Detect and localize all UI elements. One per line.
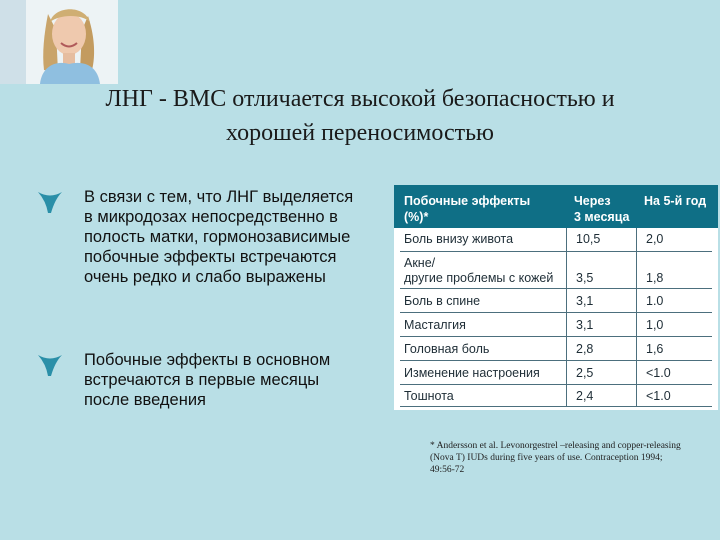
header-year-five: На 5-й год xyxy=(644,194,707,208)
table-row xyxy=(400,337,712,361)
reference-footnote xyxy=(430,440,710,476)
cell-effect: Масталгия xyxy=(404,318,466,332)
cell-three-months: 2,8 xyxy=(576,342,594,356)
cell-effect-line-2: другие проблемы с кожей xyxy=(404,271,554,285)
cell-effect: Боль внизу живота xyxy=(404,232,514,246)
bullet-2-line-3: после введения xyxy=(84,391,206,409)
cell-effect-line-1: Акне/ xyxy=(404,256,436,270)
bullet-2-line-2: встречаются в первые месяцы xyxy=(84,371,320,389)
title-line-1: ЛНГ - ВМС отличается высокой безопасностью и xyxy=(105,86,615,112)
bullet-1-line-4: побочные эффекты встречаются xyxy=(84,248,337,266)
slide-title xyxy=(40,82,680,150)
table-row xyxy=(400,228,712,252)
y-shaped-bullet-icon xyxy=(36,352,64,378)
table-row xyxy=(400,313,712,337)
table-row xyxy=(400,289,712,313)
cell-effect: Головная боль xyxy=(404,342,490,356)
footnote-line-3: 49:56-72 xyxy=(430,465,465,475)
header-three-months xyxy=(574,193,630,225)
bullet-1-line-3: полость матки, гормонозависимые xyxy=(84,228,351,246)
cell-year-five: 1,0 xyxy=(646,318,664,332)
bullet-text-1 xyxy=(84,187,353,287)
footnote-line-1: * Andersson et al. Levonorgestrel –releasing and copper-releasing xyxy=(430,441,681,451)
bullet-2-line-1: Побочные эффекты в основном xyxy=(84,351,331,369)
header-effect xyxy=(404,193,530,225)
cell-year-five: 1,8 xyxy=(646,271,664,285)
smiling-woman-photo-icon xyxy=(0,0,118,84)
cell-three-months: 3,1 xyxy=(576,318,594,332)
cell-effect: Тошнота xyxy=(404,389,454,403)
cell-three-months: 2,5 xyxy=(576,366,594,380)
bullet-1-line-2: в микродозах непосредственно в xyxy=(84,208,338,226)
cell-three-months: 3,1 xyxy=(576,294,594,308)
woman-photo xyxy=(0,0,118,84)
table-row xyxy=(400,252,712,289)
cell-three-months: 10,5 xyxy=(576,232,601,246)
bullet-text-2 xyxy=(84,350,330,410)
side-effects-table xyxy=(394,185,718,410)
header-effect-line-2: (%)* xyxy=(404,210,429,224)
cell-effect: Боль в спине xyxy=(404,294,481,308)
cell-year-five: <1.0 xyxy=(646,389,671,403)
cell-three-months: 2,4 xyxy=(576,389,594,403)
cell-three-months: 3,5 xyxy=(576,271,594,285)
cell-year-five: <1.0 xyxy=(646,366,671,380)
bullet-1-line-5: очень редко и слабо выражены xyxy=(84,268,326,286)
table-row xyxy=(400,361,712,385)
header-effect-line-1: Побочные эффекты xyxy=(404,194,531,208)
cell-year-five: 1,6 xyxy=(646,342,664,356)
title-line-2: хорошей переносимостью xyxy=(226,120,494,146)
cell-year-five: 2,0 xyxy=(646,232,664,246)
cell-year-five: 1.0 xyxy=(646,294,664,308)
header-three-months-line-2: 3 месяца xyxy=(574,210,630,224)
cell-effect xyxy=(404,256,553,286)
footnote-line-2: (Nova T) IUDs during five years of use. Contraception 1994; xyxy=(430,453,663,463)
bullet-1-line-1: В связи с тем, что ЛНГ выделяется xyxy=(84,188,354,206)
table-header xyxy=(394,185,718,228)
cell-effect: Изменение настроения xyxy=(404,366,540,380)
header-three-months-line-1: Через xyxy=(574,194,611,208)
y-shaped-bullet-icon xyxy=(36,189,64,215)
table-row xyxy=(400,385,712,407)
